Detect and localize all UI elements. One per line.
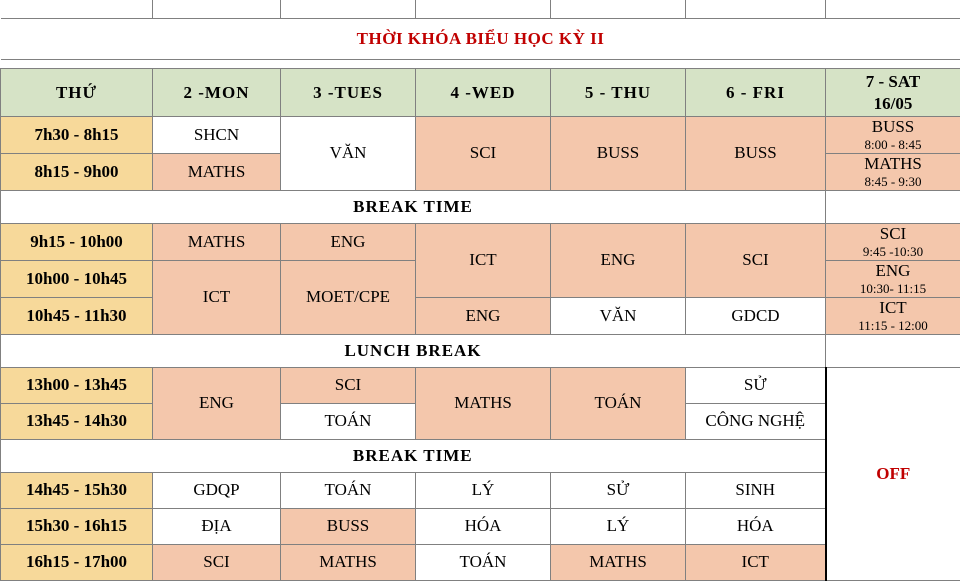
cell-sat-break-1 [826, 190, 960, 223]
top-gap-row [1, 0, 960, 19]
cell-sat-lunch [826, 334, 960, 367]
cell-fri-9: HÓA [686, 508, 826, 544]
cell-mon-4: ICT [153, 260, 281, 334]
time-slot-2: 8h15 - 9h00 [1, 153, 153, 190]
table-row [1, 508, 960, 544]
table-row [1, 117, 960, 154]
column-header-thu: 5 - THU [551, 69, 686, 117]
time-slot-6: 13h00 - 13h45 [1, 367, 153, 403]
cell-mon-9: ĐỊA [153, 508, 281, 544]
cell-mon-8: GDQP [153, 472, 281, 508]
cell-sat-1-name: BUSS [871, 117, 915, 136]
table-row [1, 367, 960, 403]
cell-wed-6: MATHS [416, 367, 551, 439]
cell-fri-5: GDCD [686, 297, 826, 334]
cell-wed-3: ICT [416, 223, 551, 297]
cell-tues-4: MOET/CPE [281, 260, 416, 334]
column-header-wed: 4 -WED [416, 69, 551, 117]
table-row [1, 223, 960, 260]
cell-tues-6: SCI [281, 367, 416, 403]
gap-cell [153, 0, 281, 19]
cell-sat-4-name: ENG [875, 260, 911, 280]
cell-wed-9: HÓA [416, 508, 551, 544]
cell-mon-10: SCI [153, 544, 281, 580]
cell-thu-3: ENG [551, 223, 686, 297]
column-header-sat-label: 7 - SAT [865, 72, 921, 92]
gap-cell [826, 0, 960, 19]
cell-fri-7: CÔNG NGHỆ [686, 403, 826, 439]
time-slot-7: 13h45 - 14h30 [1, 403, 153, 439]
cell-sat-3-time: 9:45 -10:30 [862, 244, 924, 260]
cell-sat-2 [826, 153, 960, 190]
cell-tues-10: MATHS [281, 544, 416, 580]
cell-thu-8: SỬ [551, 472, 686, 508]
cell-sat-4 [826, 260, 960, 297]
cell-mon-6: ENG [153, 367, 281, 439]
cell-fri-8: SINH [686, 472, 826, 508]
cell-fri-1: BUSS [686, 117, 826, 191]
column-header-sat-date: 16/05 [873, 93, 913, 113]
cell-wed-1: SCI [416, 117, 551, 191]
cell-mon-2: MATHS [153, 153, 281, 190]
break-row [1, 190, 960, 223]
gap-cell [1, 0, 153, 19]
cell-tues-3: ENG [281, 223, 416, 260]
cell-thu-1: BUSS [551, 117, 686, 191]
cell-sat-off: OFF [826, 367, 960, 580]
spacer-row [1, 60, 960, 69]
cell-thu-5: VĂN [551, 297, 686, 334]
cell-tues-8: TOÁN [281, 472, 416, 508]
cell-fri-10: ICT [686, 544, 826, 580]
cell-sat-1 [826, 117, 960, 154]
time-slot-1: 7h30 - 8h15 [1, 117, 153, 154]
spacer-cell [1, 60, 960, 69]
table-row [1, 472, 960, 508]
table-row [1, 297, 960, 334]
cell-mon-1: SHCN [153, 117, 281, 154]
time-slot-4: 10h00 - 10h45 [1, 260, 153, 297]
cell-sat-3 [826, 223, 960, 260]
column-header-tues: 3 -TUES [281, 69, 416, 117]
break-label-lunch: LUNCH BREAK [1, 334, 826, 367]
column-header-fri: 6 - FRI [686, 69, 826, 117]
time-slot-9: 15h30 - 16h15 [1, 508, 153, 544]
cell-sat-1-time: 8:00 - 8:45 [864, 137, 922, 153]
gap-cell [416, 0, 551, 19]
column-header-sat [826, 69, 960, 117]
time-slot-8: 14h45 - 15h30 [1, 472, 153, 508]
break-label-1: BREAK TIME [1, 190, 826, 223]
cell-sat-5-time: 11:15 - 12:00 [858, 318, 928, 334]
cell-thu-10: MATHS [551, 544, 686, 580]
cell-wed-5: ENG [416, 297, 551, 334]
gap-cell [281, 0, 416, 19]
time-slot-5: 10h45 - 11h30 [1, 297, 153, 334]
time-slot-3: 9h15 - 10h00 [1, 223, 153, 260]
page-title: THỜI KHÓA BIỂU HỌC KỲ II [1, 19, 960, 60]
cell-sat-5 [826, 297, 960, 334]
cell-mon-3: MATHS [153, 223, 281, 260]
cell-wed-8: LÝ [416, 472, 551, 508]
cell-sat-3-name: SCI [879, 223, 907, 243]
column-header-day: THỨ [1, 69, 153, 117]
cell-fri-3: SCI [686, 223, 826, 297]
cell-wed-10: TOÁN [416, 544, 551, 580]
cell-fri-6: SỬ [686, 367, 826, 403]
cell-thu-9: LÝ [551, 508, 686, 544]
title-row [1, 19, 960, 60]
break-row [1, 334, 960, 367]
cell-tues-9: BUSS [281, 508, 416, 544]
cell-sat-5-name: ICT [879, 297, 907, 317]
cell-thu-6: TOÁN [551, 367, 686, 439]
break-label-2: BREAK TIME [1, 439, 826, 472]
gap-cell [686, 0, 826, 19]
cell-tues-7: TOÁN [281, 403, 416, 439]
break-row [1, 439, 960, 472]
cell-sat-2-time: 8:45 - 9:30 [864, 174, 922, 190]
time-slot-10: 16h15 - 17h00 [1, 544, 153, 580]
gap-cell [551, 0, 686, 19]
cell-sat-2-name: MATHS [864, 153, 922, 173]
table-row [1, 544, 960, 580]
column-header-mon: 2 -MON [153, 69, 281, 117]
cell-tues-1: VĂN [281, 117, 416, 191]
header-row [1, 69, 960, 117]
cell-sat-4-time: 10:30- 11:15 [859, 281, 927, 297]
